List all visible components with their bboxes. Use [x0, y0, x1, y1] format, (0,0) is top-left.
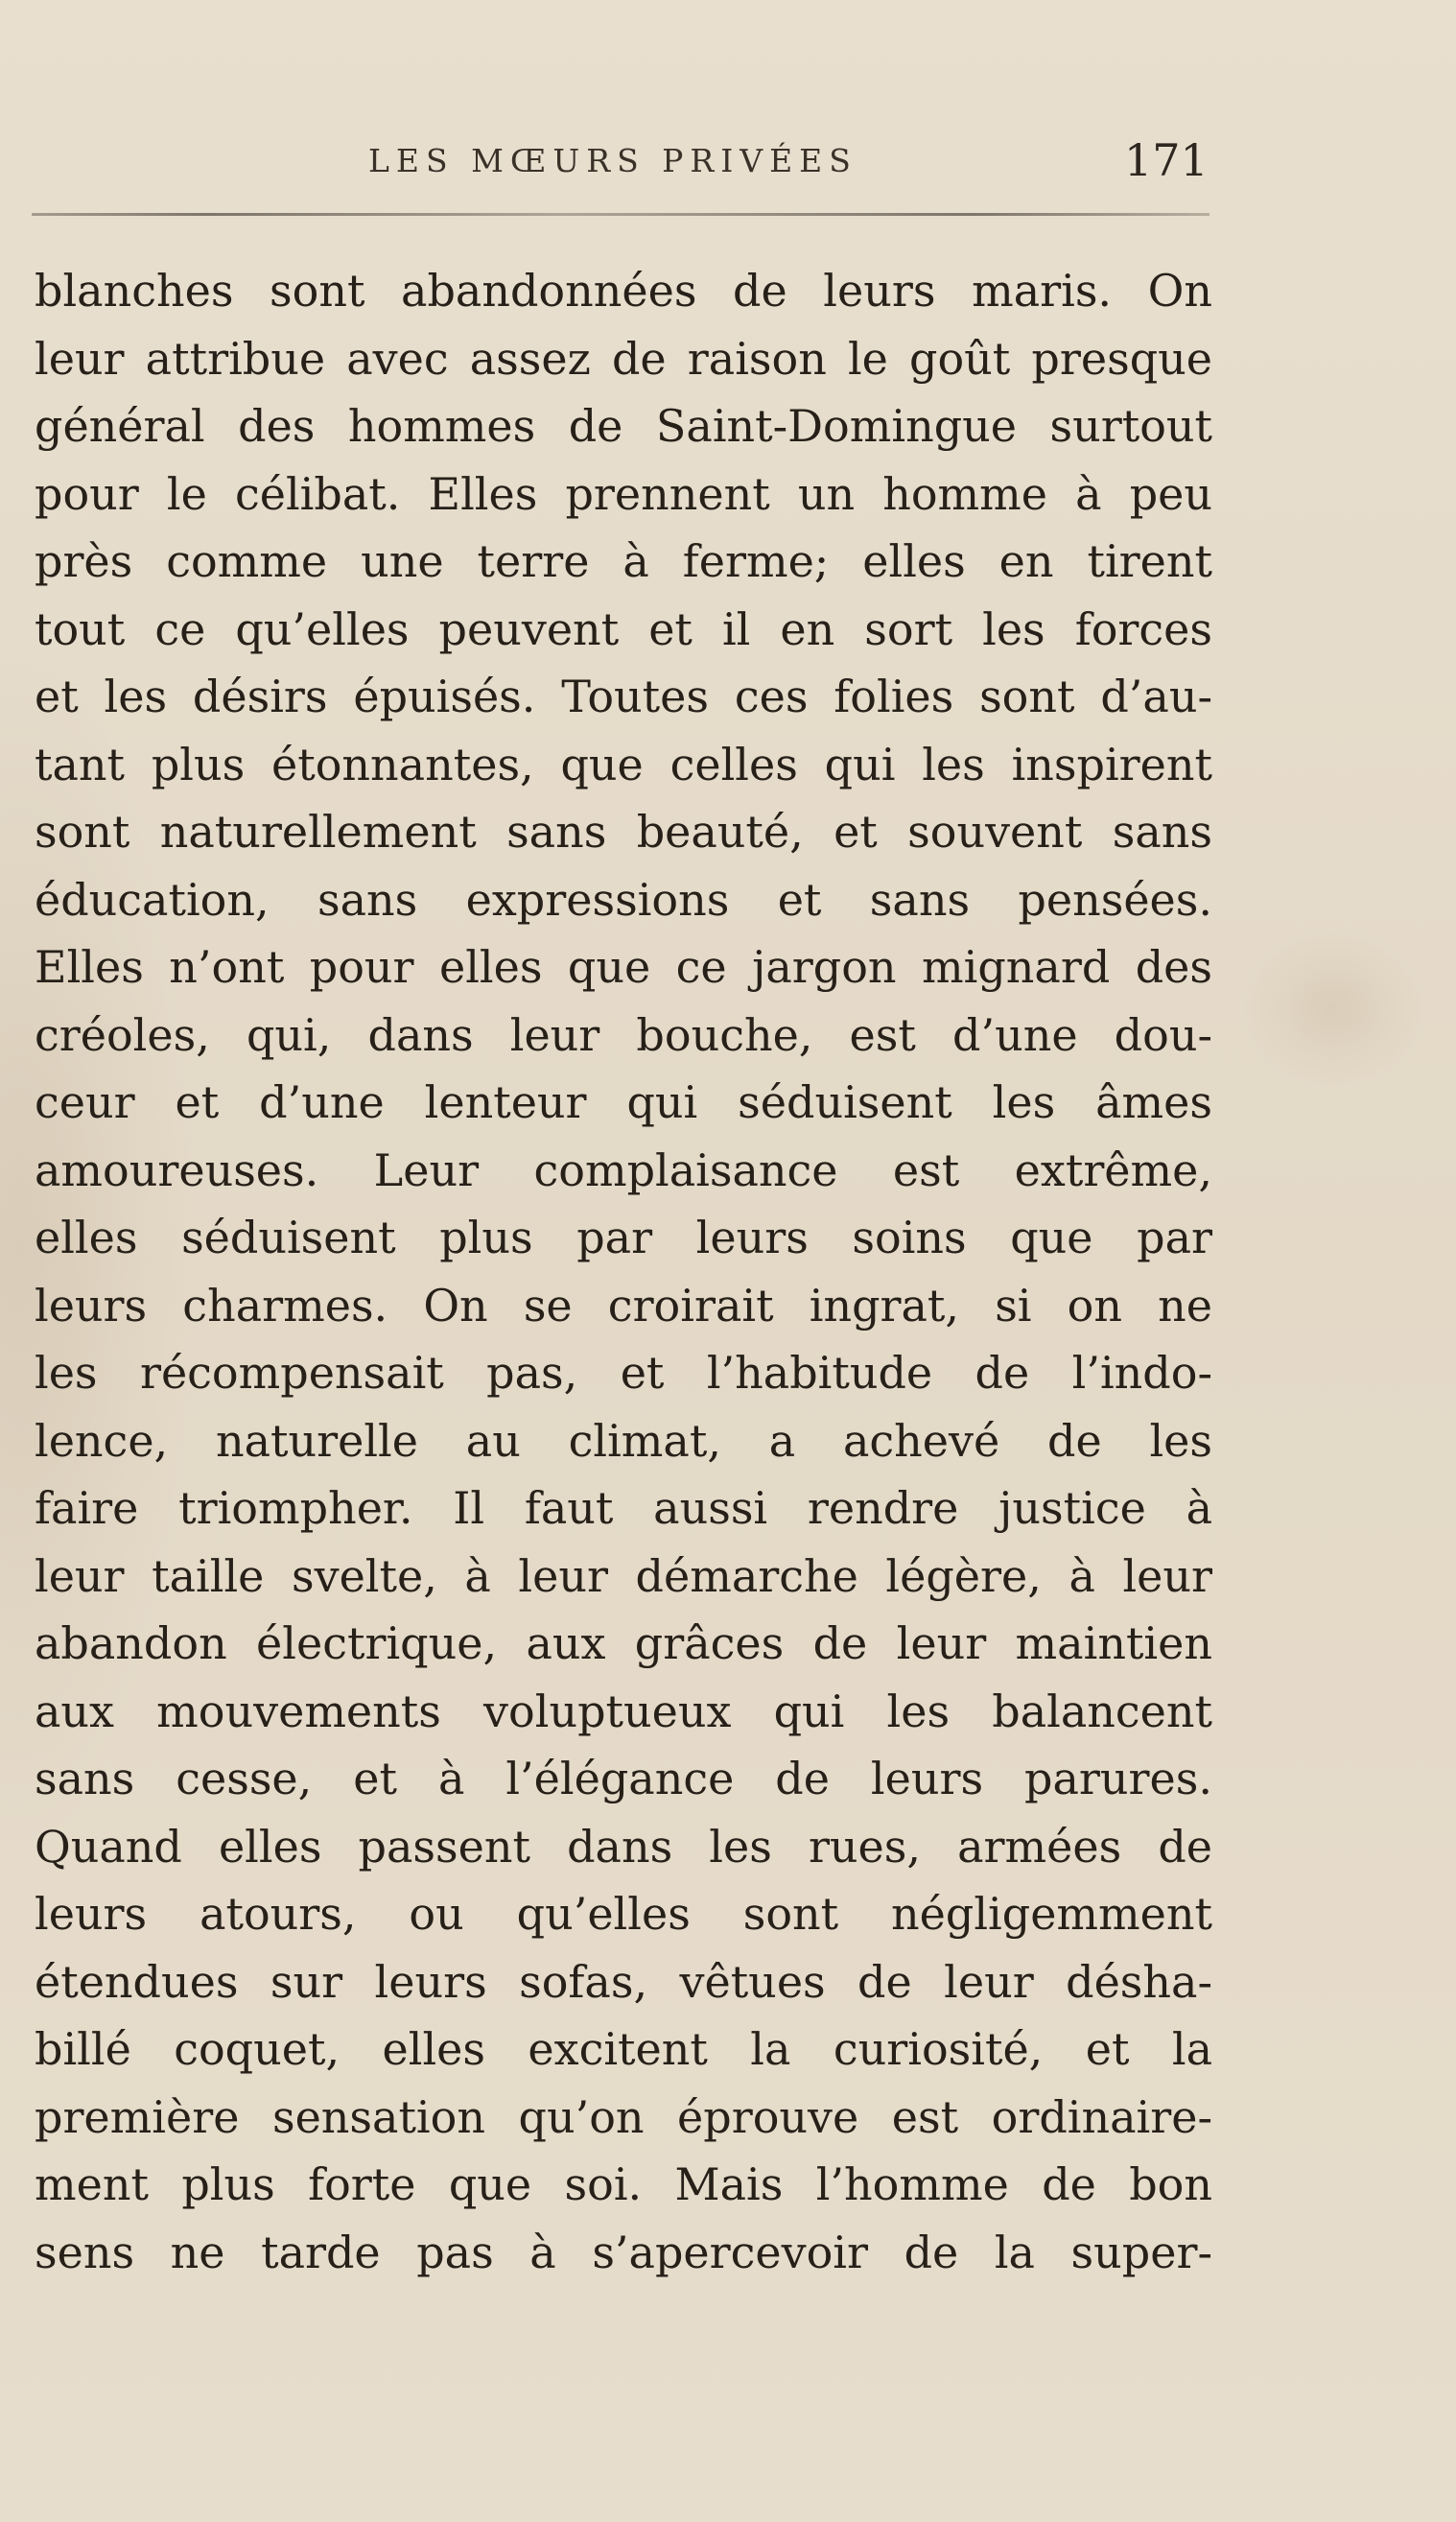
- text-line: sont naturellement sans beauté, et souvent sans: [35, 806, 1212, 858]
- text-line: lence, naturelle au climat, a achevé de les: [35, 1414, 1212, 1467]
- text-line: leur attribue avec assez de raison le goût presque: [35, 332, 1212, 385]
- text-line: Elles n’ont pour elles que ce jargon mignard des: [35, 941, 1212, 993]
- text-line: faire triompher. Il faut aussi rendre justice à: [35, 1482, 1212, 1534]
- text-line: créoles, qui, dans leur bouche, est d’une dou-: [35, 1008, 1212, 1061]
- text-line: étendues sur leurs sofas, vêtues de leur désha-: [35, 1955, 1212, 2008]
- text-line: et les désirs épuisés. Toutes ces folies sont d’au-: [35, 671, 1212, 722]
- text-line: leurs atours, ou qu’elles sont négligemment: [35, 1888, 1212, 1940]
- text-line: tout ce qu’elles peuvent et il en sort les forces: [35, 602, 1212, 655]
- running-title: LES MŒURS PRIVÉES: [368, 142, 857, 179]
- text-line: sens ne tarde pas à s’apercevoir de la super-: [35, 2226, 1212, 2278]
- text-line: les récompensait pas, et l’habitude de l’indo-: [35, 1347, 1212, 1399]
- header-rule: [32, 213, 1209, 216]
- text-line: amoureuses. Leur complaisance est extrême,: [35, 1143, 1212, 1196]
- text-line: Quand elles passent dans les rues, armées de: [35, 1820, 1212, 1873]
- text-line: première sensation qu’on éprouve est ordinaire-: [35, 2090, 1212, 2143]
- text-line: éducation, sans expressions et sans pensées.: [35, 873, 1212, 926]
- text-line: sans cesse, et à l’élégance de leurs parures.: [35, 1753, 1212, 1804]
- text-line: aux mouvements voluptueux qui les balancent: [35, 1685, 1212, 1737]
- text-line: ment plus forte que soi. Mais l’homme de bon: [35, 2158, 1212, 2210]
- text-line: tant plus étonnantes, que celles qui les inspirent: [35, 738, 1212, 790]
- text-line: près comme une terre à ferme; elles en tirent: [35, 535, 1212, 587]
- text-line: général des hommes de Saint-Domingue surtout: [35, 400, 1212, 452]
- body-text: [35, 257, 1212, 2286]
- text-line: ceur et d’une lenteur qui séduisent les âmes: [35, 1076, 1212, 1128]
- text-line: elles séduisent plus par leurs soins que par: [35, 1212, 1212, 1263]
- text-line: leurs charmes. On se croirait ingrat, si on ne: [35, 1279, 1212, 1332]
- text-line: billé coquet, elles excitent la curiosité, et la: [35, 2023, 1212, 2075]
- text-line: abandon électrique, aux grâces de leur maintien: [35, 1617, 1212, 1669]
- page-number: 171: [1124, 134, 1209, 186]
- text-line: blanches sont abandonnées de leurs maris. On: [35, 265, 1212, 317]
- text-line: pour le célibat. Elles prennent un homme à peu: [35, 467, 1212, 520]
- text-line: leur taille svelte, à leur démarche légère, à leur: [35, 1549, 1212, 1602]
